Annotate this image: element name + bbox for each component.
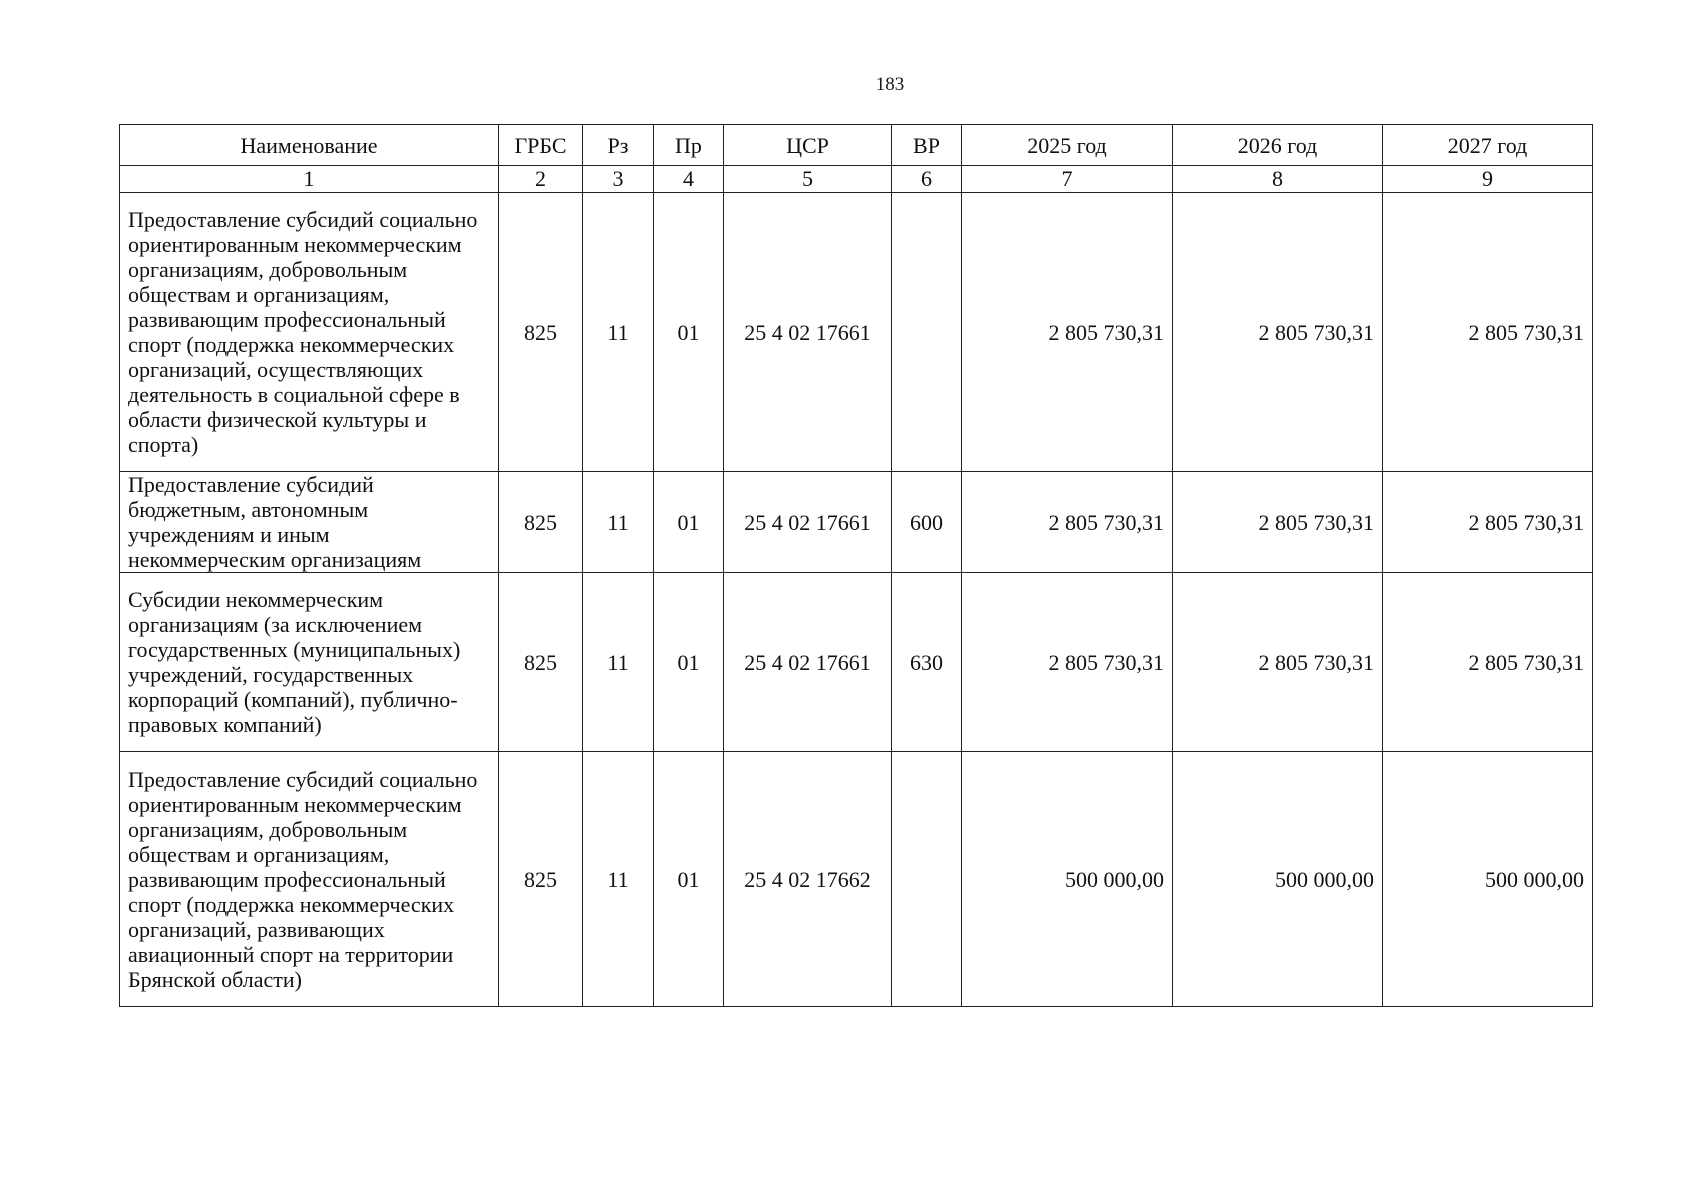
table-row — [120, 193, 1593, 472]
row-rz: 11 — [583, 193, 654, 472]
header-pr: Пр — [654, 125, 724, 166]
column-number: 7 — [962, 166, 1173, 193]
table-header-row — [120, 125, 1593, 166]
column-number-row — [120, 166, 1593, 193]
row-amount-2025: 2 805 730,31 — [962, 193, 1173, 472]
row-rz: 11 — [583, 472, 654, 573]
header-2025: 2025 год — [962, 125, 1173, 166]
row-vr — [892, 193, 962, 472]
column-number: 2 — [499, 166, 583, 193]
row-vr: 630 — [892, 573, 962, 752]
page-number: 183 — [875, 74, 905, 95]
budget-table — [119, 124, 1593, 1007]
row-grbs: 825 — [499, 193, 583, 472]
row-amount-2025: 500 000,00 — [962, 752, 1173, 1007]
row-amount-2025: 2 805 730,31 — [962, 573, 1173, 752]
row-csr: 25 4 02 17662 — [724, 752, 892, 1007]
column-number: 3 — [583, 166, 654, 193]
column-number: 9 — [1383, 166, 1593, 193]
row-amount-2027: 2 805 730,31 — [1383, 472, 1593, 573]
row-amount-2025: 2 805 730,31 — [962, 472, 1173, 573]
row-amount-2026: 500 000,00 — [1173, 752, 1383, 1007]
row-pr: 01 — [654, 193, 724, 472]
header-csr: ЦСР — [724, 125, 892, 166]
row-csr: 25 4 02 17661 — [724, 193, 892, 472]
header-rz: Рз — [583, 125, 654, 166]
row-grbs: 825 — [499, 573, 583, 752]
column-number: 1 — [120, 166, 499, 193]
row-amount-2026: 2 805 730,31 — [1173, 472, 1383, 573]
row-csr: 25 4 02 17661 — [724, 472, 892, 573]
row-rz: 11 — [583, 573, 654, 752]
row-name: Предоставление субсидий социально ориентированным некоммерческим организациям, добровольным обществам и организациям, развивающим профессиональный спорт (поддержка некоммерческих организаций, развивающих авиационный спорт на территории Брянской области) — [120, 752, 499, 1007]
row-amount-2026: 2 805 730,31 — [1173, 193, 1383, 472]
row-vr: 600 — [892, 472, 962, 573]
row-amount-2026: 2 805 730,31 — [1173, 573, 1383, 752]
row-pr: 01 — [654, 752, 724, 1007]
row-pr: 01 — [654, 472, 724, 573]
column-number: 5 — [724, 166, 892, 193]
row-amount-2027: 2 805 730,31 — [1383, 193, 1593, 472]
column-number: 6 — [892, 166, 962, 193]
row-grbs: 825 — [499, 472, 583, 573]
row-name: Субсидии некоммерческим организациям (за исключением государственных (муниципальных) учреждений, государственных корпораций (компаний), публично-правовых компаний) — [120, 573, 499, 752]
header-vr: ВР — [892, 125, 962, 166]
header-2026: 2026 год — [1173, 125, 1383, 166]
table-row — [120, 472, 1593, 573]
header-2027: 2027 год — [1383, 125, 1593, 166]
row-pr: 01 — [654, 573, 724, 752]
row-grbs: 825 — [499, 752, 583, 1007]
table-row — [120, 752, 1593, 1007]
row-csr: 25 4 02 17661 — [724, 573, 892, 752]
table-row — [120, 573, 1593, 752]
row-name: Предоставление субсидий социально ориентированным некоммерческим организациям, добровольным обществам и организациям, развивающим профессиональный спорт (поддержка некоммерческих организаций, осуществляющих деятельность в социальной сфере в области физической культуры и спорта) — [120, 193, 499, 472]
column-number: 4 — [654, 166, 724, 193]
row-amount-2027: 500 000,00 — [1383, 752, 1593, 1007]
row-amount-2027: 2 805 730,31 — [1383, 573, 1593, 752]
header-name: Наименование — [120, 125, 499, 166]
header-grbs: ГРБС — [499, 125, 583, 166]
row-vr — [892, 752, 962, 1007]
row-name: Предоставление субсидий бюджетным, автономным учреждениям и иным некоммерческим организациям — [120, 472, 499, 573]
column-number: 8 — [1173, 166, 1383, 193]
row-rz: 11 — [583, 752, 654, 1007]
